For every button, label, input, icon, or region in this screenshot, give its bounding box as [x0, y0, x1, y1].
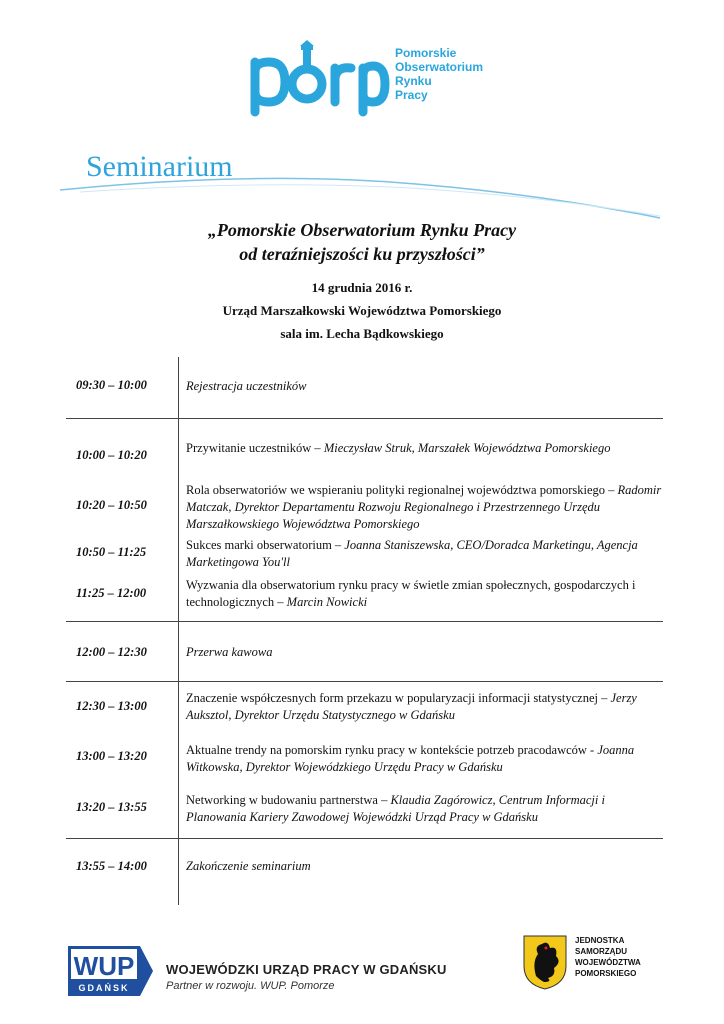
schedule-desc [186, 742, 666, 776]
logo-line: Rynku [395, 74, 432, 88]
schedule-desc-part: Jerzy Auksztol, Dyrektor Urzędu Statystycznego w Gdańsku [186, 691, 637, 722]
schedule-time: 09:30 – 10:00 [76, 378, 147, 392]
section-divider [66, 838, 663, 839]
schedule-time: 10:50 – 11:25 [76, 545, 147, 559]
jst-line: WOJEWÓDZTWA [575, 958, 641, 967]
schedule-desc-part: Rola obserwatoriów we wspieraniu polityki regionalnej województwa pomorskiego – [186, 483, 618, 497]
schedule-time: 13:00 – 13:20 [76, 749, 147, 763]
schedule-desc-part: Mieczysław Struk, Marszałek Województwa Pomorskiego [323, 441, 611, 455]
wup-logo-sub: GDAŃSK [78, 983, 130, 993]
schedule-time: 12:00 – 12:30 [76, 645, 147, 659]
event-title-line: od teraźniejszości ku przyszłości” [239, 244, 485, 264]
schedule-time: 13:55 – 14:00 [76, 859, 147, 873]
schedule-desc-part: Przerwa kawowa [186, 645, 273, 659]
wup-name: WOJEWÓDZKI URZĄD PRACY W GDAŃSKU [166, 962, 447, 977]
schedule-desc-part: Przywitanie uczestników – [186, 441, 324, 455]
event-place: Urząd Marszałkowski Województwa Pomorskiego [222, 303, 502, 318]
schedule-divider [178, 357, 179, 905]
schedule-desc-part: Klaudia Zagórowicz, Centrum Informacji i Planowania Kariery Zawodowej Wojewódzki Urząd Pracy w Gdańsku [186, 793, 605, 824]
porp-logo [245, 38, 505, 118]
logo-line: Obserwatorium [395, 60, 484, 74]
event-room: sala im. Lecha Bądkowskiego [280, 326, 444, 341]
schedule-desc-part: Networking w budowaniu partnerstwa – [186, 793, 391, 807]
event-date: 14 grudnia 2016 r. [311, 280, 413, 295]
schedule-desc-part: Joanna Staniszewska, CEO/Doradca Marketingu, Agencja Marketingowa You'll [186, 538, 638, 569]
jst-label [575, 935, 641, 979]
schedule-desc-part: Zakończenie seminarium [186, 859, 311, 873]
wup-logo [68, 946, 153, 996]
logo-text [395, 46, 483, 102]
schedule-desc [186, 378, 666, 395]
schedule-desc-part: Sukces marki obserwatorium – [186, 538, 345, 552]
jst-line: POMORSKIEGO [575, 969, 637, 978]
event-title-line: „Pomorskie Obserwatorium Rynku Pracy [207, 220, 517, 240]
griffin-crest-icon [522, 934, 568, 990]
section-divider [66, 621, 663, 622]
wup-logo-icon [68, 946, 153, 996]
wup-logo-text: WUP [73, 951, 135, 981]
schedule-desc [186, 537, 666, 571]
page-title: Seminarium [86, 150, 233, 183]
schedule-desc [186, 482, 666, 533]
porp-wordmark-icon [245, 38, 390, 118]
schedule-desc-part: Joanna Witkowska, Dyrektor Wojewódzkiego Urzędu Pracy w Gdańsku [186, 743, 635, 774]
schedule-time: 13:20 – 13:55 [76, 800, 147, 814]
section-divider [66, 418, 663, 419]
logo-line: Pracy [395, 88, 428, 102]
wup-tagline: Partner w rozwoju. WUP. Pomorze [166, 980, 335, 992]
schedule-time: 10:00 – 10:20 [76, 448, 147, 462]
schedule-desc [186, 644, 666, 661]
schedule-desc-part: Radomir Matczak, Dyrektor Departamentu Rozwoju Regionalnego i Przestrzennego Urzędu Marszałkowskiego Województwa Pomorskiego [186, 483, 662, 531]
schedule-time: 10:20 – 10:50 [76, 498, 147, 512]
schedule-desc [186, 440, 666, 457]
schedule-desc [186, 792, 666, 826]
logo-line: Pomorskie [395, 46, 457, 60]
schedule-desc-part: Znaczenie współczesnych form przekazu w popularyzacji informacji statystycznej – [186, 691, 611, 705]
schedule-desc-part: Aktualne trendy na pomorskim rynku pracy w kontekście potrzeb pracodawców - [186, 743, 598, 757]
schedule-desc-part: Wyzwania dla obserwatorium rynku pracy w świetle zmian społecznych, gospodarczych i technologicznych – [186, 578, 636, 609]
section-divider [66, 681, 663, 682]
schedule-time: 12:30 – 13:00 [76, 699, 147, 713]
jst-line: JEDNOSTKA [575, 936, 625, 945]
event-title [0, 218, 724, 266]
schedule-desc [186, 858, 666, 875]
schedule-desc [186, 690, 666, 724]
jst-line: SAMORZĄDU [575, 947, 627, 956]
schedule-desc-part: Rejestracja uczestników [186, 379, 307, 393]
schedule-desc [186, 577, 666, 611]
schedule-desc-part: Marcin Nowicki [286, 595, 368, 609]
schedule-time: 11:25 – 12:00 [76, 586, 147, 600]
